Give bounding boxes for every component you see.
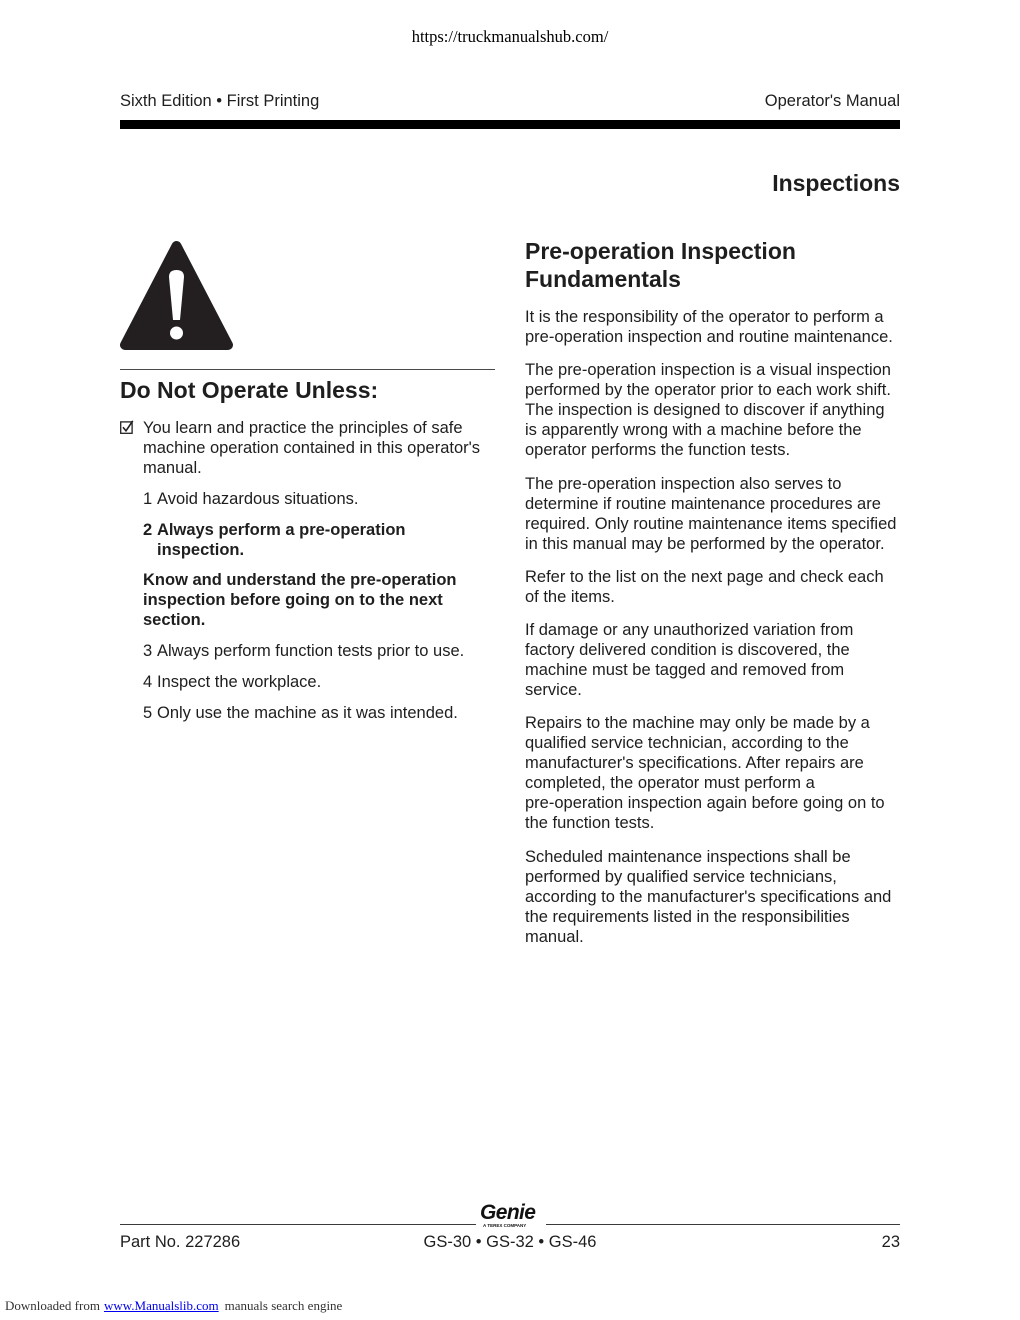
list-item-text: Inspect the workplace. <box>157 672 322 691</box>
operating-conditions-list <box>120 418 495 734</box>
logo-wordmark: Genie <box>480 1201 536 1224</box>
list-item-note <box>120 570 495 630</box>
paragraph: Repairs to the machine may only be made by a qualified service technician, according to the manufacturer's specifications. After repairs are completed, the operator must perform a pre-operation inspection again before going on to the function tests. <box>525 714 885 833</box>
list-item <box>120 418 495 478</box>
list-item-number: 5 <box>143 703 153 722</box>
model-list: GS-30 • GS-32 • GS-46 <box>423 1233 597 1251</box>
list-item-text: Always perform a pre-operation inspection. <box>157 520 406 559</box>
divider <box>120 369 495 370</box>
list-item-number: 2 <box>143 520 153 539</box>
paragraph: Scheduled maintenance inspections shall be performed by qualified service technicians, according to the manufacturer's specifications and the requirements listed in the responsibilities manual. <box>525 847 892 946</box>
paragraph: Refer to the list on the next page and check each of the items. <box>525 567 884 606</box>
list-item-text: Only use the machine as it was intended. <box>157 703 458 722</box>
header-edition: Sixth Edition • First Printing <box>120 92 320 110</box>
paragraph: The pre-operation inspection also serves to determine if routine maintenance procedures are required. Only routine maintenance items specified in this manual may be performed by the operator. <box>525 474 897 553</box>
section-title: Inspections <box>772 170 900 196</box>
list-item-text: Avoid hazardous situations. <box>157 489 359 508</box>
checkbox-checked-icon <box>120 418 143 478</box>
paragraph: If damage or any unauthorized variation from factory delivered condition is discovered, the machine must be tagged and removed from service. <box>525 621 854 700</box>
list-item <box>120 641 495 661</box>
paragraph: It is the responsibility of the operator to perform a pre-operation inspection and routine maintenance. <box>525 308 893 346</box>
paragraph: The pre-operation inspection is a visual inspection performed by the operator prior to each work shift. The inspection is designed to discover if anything is apparently wrong with a machine before the operator performs the function tests. <box>525 361 891 460</box>
logo-tagline: A TEREX COMPANY <box>483 1223 527 1228</box>
download-note-suffix: manuals search engine <box>224 1298 343 1313</box>
list-item-text: Know and understand the pre-operation inspection before going on to the next section. <box>143 571 457 630</box>
warning-triangle-icon <box>120 240 233 352</box>
download-note <box>5 1298 342 1314</box>
list-item-number: 3 <box>143 642 153 661</box>
section-body <box>525 307 905 960</box>
part-number: Part No. 227286 <box>120 1233 241 1251</box>
manualslib-link[interactable]: www.Manualslib.com <box>103 1298 219 1313</box>
genie-logo <box>478 1202 544 1232</box>
list-item <box>120 672 495 692</box>
list-item <box>120 520 495 560</box>
list-item <box>120 703 495 723</box>
page-number: 23 <box>881 1233 900 1251</box>
list-item <box>120 489 495 509</box>
page-url: https://truckmanualshub.com/ <box>411 27 609 46</box>
footer-rule <box>546 1224 900 1225</box>
header-manual-title: Operator's Manual <box>764 92 900 110</box>
list-item-text: You learn and practice the principles of safe machine operation contained in this operator's manual. <box>143 419 481 477</box>
download-note-prefix: Downloaded from <box>5 1298 100 1313</box>
header-rule <box>120 120 900 129</box>
section-heading: Pre-operation Inspection Fundamentals <box>525 238 796 292</box>
list-item-number: 1 <box>143 489 153 508</box>
do-not-operate-heading: Do Not Operate Unless: <box>120 377 379 403</box>
list-item-text: Always perform function tests prior to use. <box>157 642 465 661</box>
footer-rule <box>120 1224 476 1225</box>
list-item-number: 4 <box>143 672 153 691</box>
